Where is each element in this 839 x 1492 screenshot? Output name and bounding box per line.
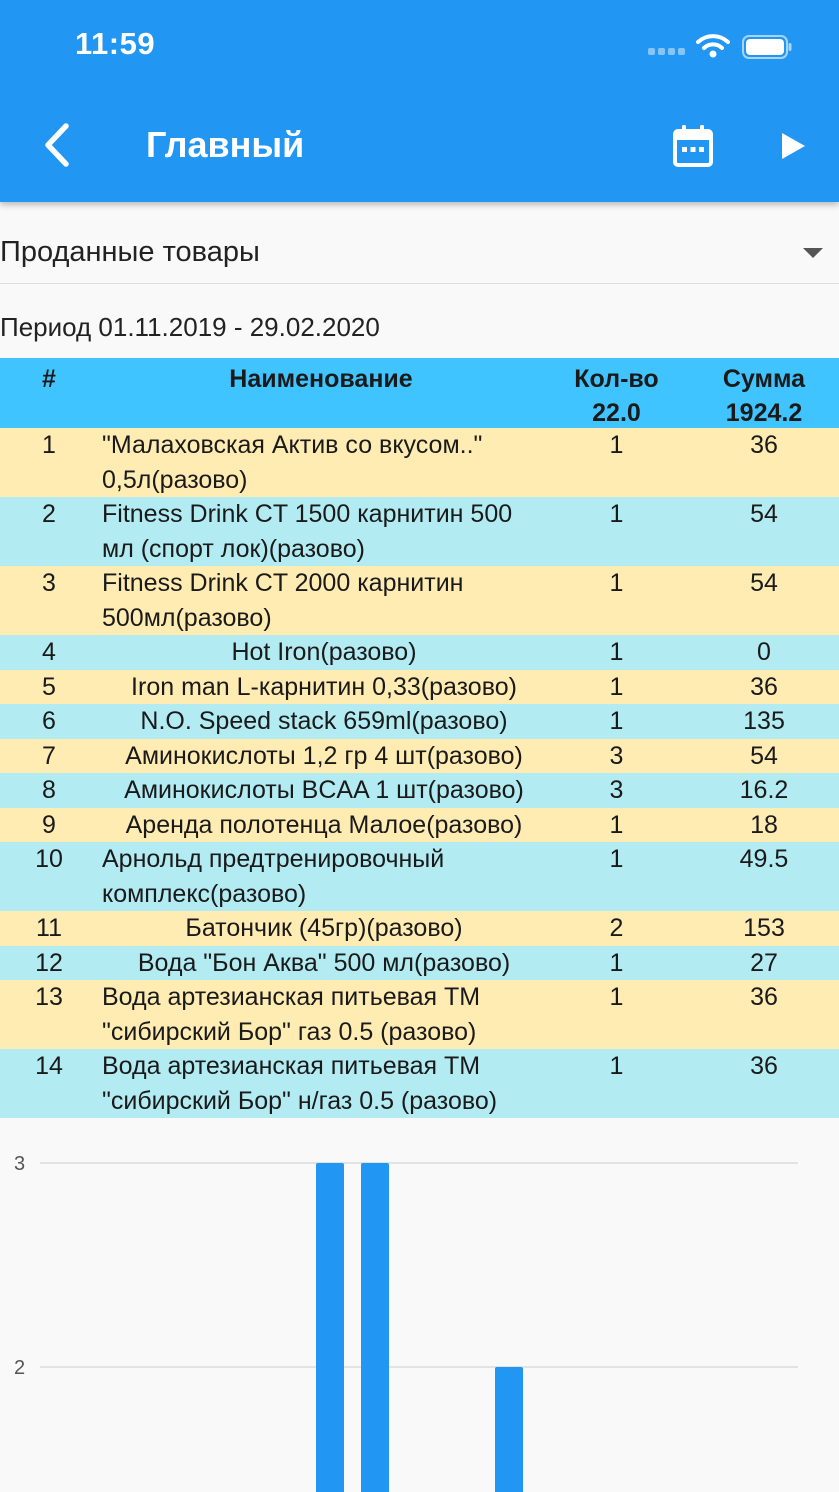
row-qty: 1 [609, 810, 624, 839]
table-row[interactable] [0, 497, 839, 566]
header-sum-label: Сумма [722, 365, 806, 393]
calendar-icon[interactable] [672, 124, 714, 168]
row-num: 2 [42, 500, 56, 528]
row-num: 3 [42, 569, 56, 597]
row-name: Вода артезианская питьевая ТМ "сибирский Бор" н/газ 0.5 (разово) [102, 1052, 498, 1115]
table-row[interactable] [0, 842, 839, 911]
header-sum-total: 1924.2 [725, 399, 803, 427]
row-num: 9 [42, 810, 56, 839]
header-qty [544, 362, 689, 430]
row-qty: 1 [609, 983, 624, 1011]
battery-icon [742, 35, 792, 59]
table-row[interactable] [0, 946, 839, 981]
row-qty: 1 [609, 948, 624, 977]
row-num: 6 [42, 707, 56, 735]
table-row[interactable] [0, 911, 839, 946]
row-sum: 18 [750, 810, 778, 839]
table-row[interactable] [0, 1049, 839, 1118]
row-qty: 1 [609, 845, 624, 873]
wifi-icon [696, 33, 730, 59]
period-label: Период 01.11.2019 - 29.02.2020 [0, 312, 380, 342]
dropdown-value: Проданные товары [0, 236, 260, 268]
row-name: Fitness Drink CT 2000 карнитин 500мл(разово) [102, 569, 464, 632]
app-bar [0, 0, 839, 202]
row-sum: 0 [757, 638, 771, 666]
row-name: Вода "Бон Аква" 500 мл(разово) [137, 948, 511, 977]
row-sum: 49.5 [739, 845, 789, 873]
header-sum [689, 362, 839, 430]
row-name: "Малаховская Актив со вкусом.." 0,5л(разово) [102, 431, 483, 494]
table-row[interactable] [0, 566, 839, 635]
row-qty: 1 [609, 569, 624, 597]
row-sum: 36 [750, 672, 778, 701]
row-name: Hot Iron(разово) [231, 638, 417, 666]
row-qty: 1 [609, 431, 624, 459]
status-time: 11:59 [75, 26, 156, 61]
table-row[interactable] [0, 704, 839, 739]
row-qty: 3 [609, 741, 624, 770]
table-row[interactable] [0, 635, 839, 670]
row-sum: 54 [750, 741, 778, 770]
row-num: 14 [35, 1052, 63, 1080]
row-sum: 36 [750, 983, 778, 1011]
chart-bar [361, 1163, 389, 1492]
row-num: 11 [36, 914, 62, 942]
chart-y-tick-label: 3 [14, 1153, 26, 1175]
quantity-bar-chart [0, 1120, 839, 1492]
row-qty: 3 [609, 776, 624, 804]
play-icon[interactable] [778, 130, 808, 162]
row-name: Арнольд предтренировочный комплекс(разово) [102, 845, 445, 908]
row-num: 13 [35, 983, 63, 1011]
row-qty: 1 [609, 638, 624, 666]
row-sum: 54 [750, 500, 778, 528]
header-name: Наименование [229, 365, 413, 393]
table-row[interactable] [0, 980, 839, 1049]
table-row[interactable] [0, 670, 839, 705]
row-name: Батончик (45гр)(разово) [185, 914, 463, 942]
dropdown-arrow-icon [803, 248, 823, 258]
row-name: Fitness Drink CT 1500 карнитин 500 мл (спорт лок)(разово) [102, 500, 513, 563]
row-sum: 36 [750, 1052, 778, 1080]
row-sum: 153 [743, 914, 785, 942]
chart-bar [316, 1163, 344, 1492]
row-sum: 54 [750, 569, 778, 597]
sales-table [0, 358, 839, 1118]
chart-bar [495, 1367, 523, 1492]
row-sum: 36 [750, 431, 778, 459]
back-chevron-icon[interactable] [36, 120, 80, 170]
row-sum: 135 [743, 707, 785, 735]
row-sum: 16.2 [739, 776, 789, 804]
row-num: 1 [42, 431, 56, 459]
page-title: Главный [146, 124, 305, 165]
row-name: Аминокислоты BCAA 1 шт(разово) [124, 776, 524, 804]
cellular-signal-icon [648, 48, 686, 56]
row-num: 4 [42, 638, 56, 666]
table-row[interactable] [0, 739, 839, 774]
row-name: N.O. Speed stack 659ml(разово) [140, 707, 508, 735]
row-num: 12 [35, 948, 63, 977]
row-qty: 2 [609, 914, 624, 942]
row-qty: 1 [609, 1052, 624, 1080]
row-num: 5 [42, 672, 56, 701]
row-name: Вода артезианская питьевая ТМ "сибирский Бор" газ 0.5 (разово) [102, 983, 481, 1046]
row-num: 8 [42, 776, 56, 804]
table-header [0, 358, 839, 428]
row-num: 7 [42, 741, 56, 770]
row-sum: 27 [750, 948, 778, 977]
header-qty-label: Кол-во [574, 365, 659, 393]
row-num: 10 [35, 845, 63, 873]
table-row[interactable] [0, 773, 839, 808]
header-qty-total: 22.0 [592, 399, 641, 427]
row-qty: 1 [609, 500, 624, 528]
report-type-dropdown[interactable] [0, 202, 839, 284]
table-row[interactable] [0, 428, 839, 497]
row-name: Iron man L-карнитин 0,33(разово) [131, 672, 517, 701]
row-qty: 1 [609, 707, 624, 735]
row-qty: 1 [609, 672, 624, 701]
header-num: # [42, 365, 56, 393]
row-name: Аминокислоты 1,2 гр 4 шт(разово) [125, 741, 523, 770]
table-row[interactable] [0, 808, 839, 843]
row-name: Аренда полотенца Малое(разово) [125, 810, 523, 839]
chart-y-tick-label: 2 [14, 1357, 26, 1379]
